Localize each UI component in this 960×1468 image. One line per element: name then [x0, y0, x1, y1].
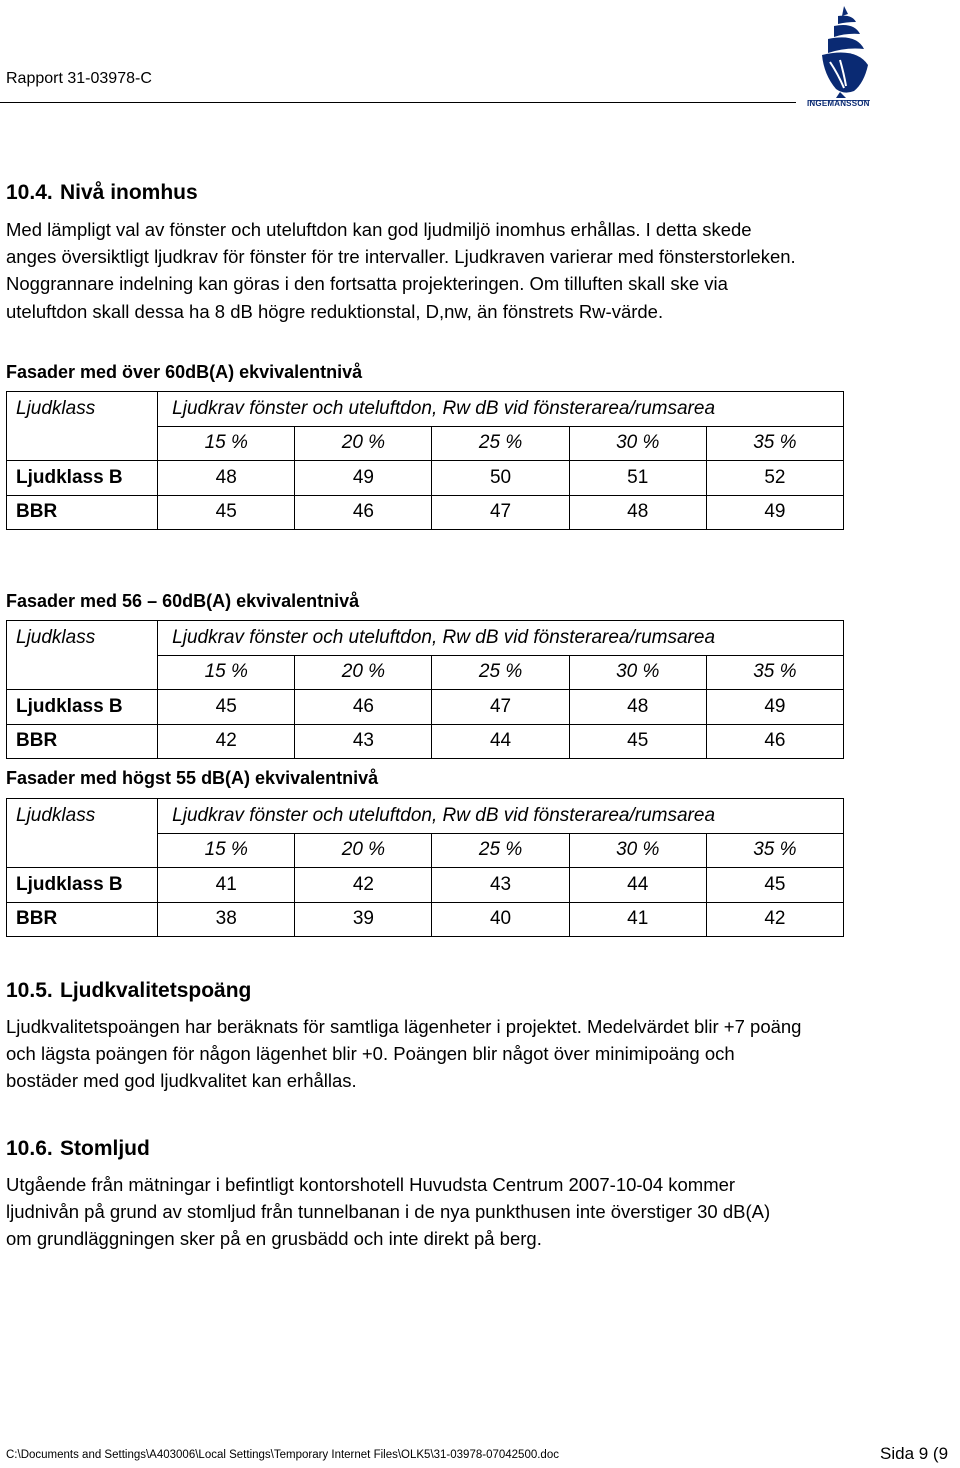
cell-value: 43 [295, 724, 432, 759]
percent-header: 25 % [432, 655, 569, 690]
cell-value: 44 [432, 724, 569, 759]
footer-page-number: Sida 9 (9 [880, 1444, 949, 1463]
cell-value: 41 [569, 902, 706, 937]
percent-header: 25 % [432, 426, 569, 461]
table-row [7, 902, 844, 937]
cell-value: 45 [706, 868, 843, 903]
row-label: BBR [7, 902, 158, 937]
cell-value: 46 [295, 690, 432, 725]
cell-value: 40 [432, 902, 569, 937]
cell-value: 48 [569, 690, 706, 725]
span-header: Ljudkrav fönster och uteluftdon, Rw dB vid fönsterarea/rumsarea [158, 799, 844, 834]
cell-value: 52 [706, 461, 843, 496]
percent-header: 20 % [295, 426, 432, 461]
section-number: 10.6. [6, 1137, 53, 1160]
row-label: Ljudklass B [7, 868, 158, 903]
percent-header: 30 % [569, 655, 706, 690]
span-header: Ljudkrav fönster och uteluftdon, Rw dB vid fönsterarea/rumsarea [158, 392, 844, 427]
cell-value: 49 [706, 690, 843, 725]
cell-value: 44 [569, 868, 706, 903]
cell-value: 49 [295, 461, 432, 496]
cell-value: 45 [158, 495, 295, 530]
cell-value: 46 [295, 495, 432, 530]
span-header: Ljudkrav fönster och uteluftdon, Rw dB vid fönsterarea/rumsarea [158, 621, 844, 656]
section-10-5-paragraph: Ljudkvalitetspoängen har beräknats för samtliga lägenheter i projektet. Medelvärdet blir +7 poäng och lägsta poängen för någon lägenhet blir +0. Poängen blir något över minimipoäng och bostäder med god ljudkvalitet kan erhållas. [6, 1016, 802, 1092]
percent-header: 35 % [706, 833, 843, 868]
report-id: Rapport 31-03978-C [6, 70, 152, 87]
logo-wordmark: INGEMANSSON [807, 99, 870, 108]
table-row [7, 495, 844, 530]
section-number: 10.4. [6, 181, 53, 204]
cell-value: 49 [706, 495, 843, 530]
cell-value: 45 [569, 724, 706, 759]
ingemansson-logo [800, 4, 876, 112]
table-row [7, 690, 844, 725]
section-title: Stomljud [60, 1137, 150, 1160]
percent-header: 20 % [295, 655, 432, 690]
row-label: BBR [7, 724, 158, 759]
table-heading: Fasader med 56 – 60dB(A) ekvivalentnivå [6, 591, 360, 611]
cell-value: 42 [295, 868, 432, 903]
cell-value: 50 [432, 461, 569, 496]
section-10-6-paragraph: Utgående från mätningar i befintligt kontorshotell Huvudsta Centrum 2007-10-04 kommer ljudnivån på grund av stomljud från tunnelbanan i de nya punkthusen inte överstiger 30 dB(A) om grundläggningen sker på en grusbädd och inte direkt på berg. [6, 1174, 771, 1250]
table-row [7, 868, 844, 903]
row-label: Ljudklass B [7, 690, 158, 725]
cell-value: 48 [569, 495, 706, 530]
cell-value: 48 [158, 461, 295, 496]
section-title: Nivå inomhus [60, 181, 198, 204]
section-title: Ljudkvalitetspoäng [60, 979, 252, 1002]
cell-value: 51 [569, 461, 706, 496]
percent-header: 30 % [569, 833, 706, 868]
col-header-ljudklass: Ljudklass [7, 621, 158, 656]
percent-header: 15 % [158, 833, 295, 868]
percent-header: 15 % [158, 426, 295, 461]
percent-header: 20 % [295, 833, 432, 868]
percent-header: 35 % [706, 655, 843, 690]
header-rule [0, 102, 796, 103]
cell-value: 43 [432, 868, 569, 903]
percent-header: 30 % [569, 426, 706, 461]
sound-requirements-table [6, 391, 844, 530]
section-number: 10.5. [6, 979, 53, 1002]
cell-value: 38 [158, 902, 295, 937]
cell-value: 47 [432, 495, 569, 530]
cell-value: 46 [706, 724, 843, 759]
percent-header: 15 % [158, 655, 295, 690]
col-header-ljudklass: Ljudklass [7, 799, 158, 834]
footer-file-path: C:\Documents and Settings\A403006\Local Settings\Temporary Internet Files\OLK5\31-03978-07042500.doc [6, 1449, 559, 1461]
percent-header: 25 % [432, 833, 569, 868]
section-heading-10-6 [6, 1137, 150, 1161]
cell-value: 41 [158, 868, 295, 903]
table-row [7, 724, 844, 759]
row-label: BBR [7, 495, 158, 530]
section-heading-10-4 [6, 181, 198, 205]
cell-value: 47 [432, 690, 569, 725]
row-label: Ljudklass B [7, 461, 158, 496]
cell-value: 42 [158, 724, 295, 759]
sound-requirements-table [6, 798, 844, 937]
section-10-4-paragraph: Med lämpligt val av fönster och uteluftdon kan god ljudmiljö inomhus erhållas. I detta skede anges översiktligt ljudkrav för fönster för tre intervaller. Ljudkraven varierar med fönsterstorleken. Noggrannare indelning kan göras i den fortsatta projekteringen. Om tilluften skall ske via uteluftdon skall dessa ha 8 dB högre reduktionstal, D,nw, än fönstrets Rw-värde. [6, 219, 796, 322]
section-heading-10-5 [6, 979, 251, 1003]
sound-requirements-table [6, 620, 844, 759]
cell-value: 39 [295, 902, 432, 937]
percent-header: 35 % [706, 426, 843, 461]
table-heading: Fasader med över 60dB(A) ekvivalentnivå [6, 362, 363, 382]
cell-value: 42 [706, 902, 843, 937]
cell-value: 45 [158, 690, 295, 725]
table-row [7, 461, 844, 496]
col-header-ljudklass: Ljudklass [7, 392, 158, 427]
table-heading: Fasader med högst 55 dB(A) ekvivalentnivå [6, 768, 379, 788]
